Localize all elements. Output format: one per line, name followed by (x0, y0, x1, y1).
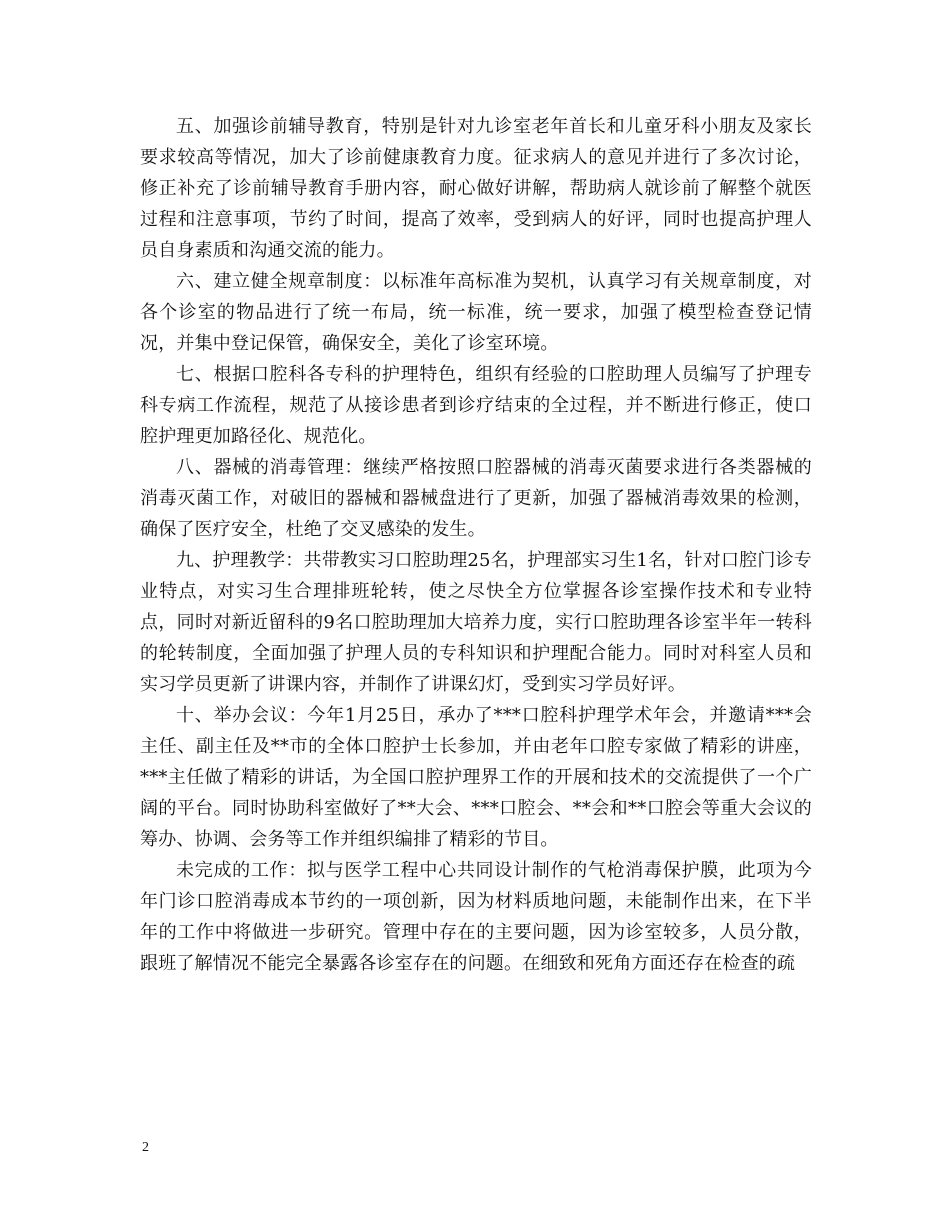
document-body (140, 111, 812, 979)
paragraph-unfinished-work: 未完成的工作：拟与医学工程中心共同设计制作的气枪消毒保护膜，此项为今年门诊口腔消毒成本节约的一项创新，因为材料质地问题，未能制作出来，在下半年的工作中将做进一步研究。管理中存在的主要问题，因为诊室较多，人员分散，跟班了解情况不能完全暴露各诊室存在的问题。在细致和死角方面还存在检查的疏 (140, 860, 812, 974)
paragraph-9-nursing-teaching: 九、护理教学：共带教实习口腔助理25名，护理部实习生1名，针对口腔门诊专业特点，对实习生合理排班轮转，使之尽快全方位掌握各诊室操作技术和专业特点，同时对新近留科的9名口腔助理加大培养力度，实行口腔助理各诊室半年一转科的轮转制度，全面加强了护理人员的专科知识和护理配合能力。同时对科室人员和实习学员更新了讲课内容，并制作了讲课幻灯，受到实习学员好评。 (140, 550, 812, 695)
paragraph-8-instrument-disinfection: 八、器械的消毒管理：继续严格按照口腔器械的消毒灭菌要求进行各类器械的消毒灭菌工作，对破旧的器械和器械盘进行了更新，加强了器械消毒效果的检测，确保了医疗安全，杜绝了交叉感染的发生。 (140, 457, 812, 540)
page-number: 2 (142, 1140, 149, 1155)
paragraph-6-rules-system: 六、建立健全规章制度：以标准年高标准为契机，认真学习有关规章制度，对各个诊室的物品进行了统一布局，统一标准，统一要求，加强了模型检查登记情况，并集中登记保管，确保安全，美化了诊室环境。 (140, 271, 812, 354)
paragraph-7-nursing-workflow: 七、根据口腔科各专科的护理特色，组织有经验的口腔助理人员编写了护理专科专病工作流程，规范了从接诊患者到诊疗结束的全过程，并不断进行修正，使口腔护理更加路径化、规范化。 (140, 364, 812, 447)
paragraph-5-patient-education: 五、加强诊前辅导教育，特别是针对九诊室老年首长和儿童牙科小朋友及家长要求较高等情况，加大了诊前健康教育力度。征求病人的意见并进行了多次讨论，修正补充了诊前辅导教育手册内容，耐心做好讲解，帮助病人就诊前了解整个就医过程和注意事项，节约了时间，提高了效率，受到病人的好评，同时也提高护理人员自身素质和沟通交流的能力。 (140, 116, 812, 261)
paragraph-10-conferences: 十、举办会议：今年1月25日，承办了***口腔科护理学术年会，并邀请***会主任、副主任及**市的全体口腔护士长参加，并由老年口腔专家做了精彩的讲座，***主任做了精彩的讲话，为全国口腔护理界工作的开展和技术的交流提供了一个广阔的平台。同时协助科室做好了**大会、***口腔会、**会和**口腔会等重大会议的筹办、协调、会务等工作并组织编排了精彩的节目。 (140, 705, 812, 850)
